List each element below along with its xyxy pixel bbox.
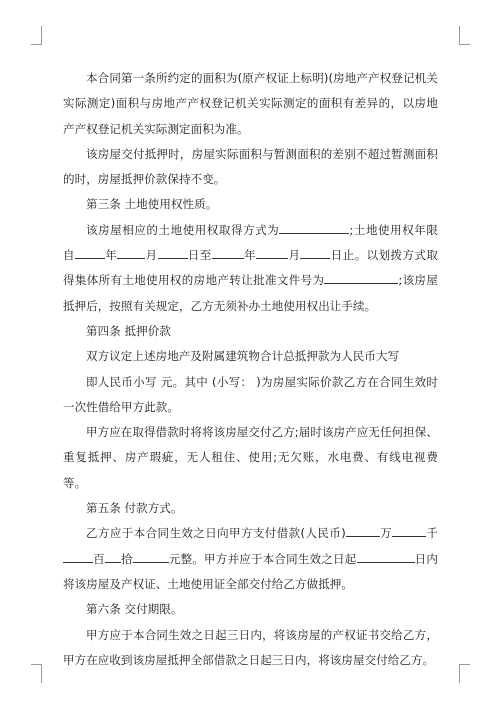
document-body	[63, 66, 438, 673]
text-segment: 元整。甲方并应于本合同生效之日起	[168, 551, 357, 566]
text-segment: 拾	[120, 551, 133, 566]
blank-line	[256, 246, 288, 259]
text-segment: ;土地使用权年限自	[63, 222, 438, 263]
paragraph-area-tolerance: 该房屋交付抵押时，房屋实际面积与暂测面积的差别不超过暂测面积的时，房屋抵押价款保持不变。	[63, 146, 438, 187]
paragraph-land-use-right	[63, 218, 438, 319]
blank-line	[279, 221, 349, 234]
paragraph-delivery-deadline: 甲方应于本合同生效之日起三日内，将该房屋的产权证书交给乙方，甲方在应收到该房屋抵押全部借款之日起三日内，将该房屋交付给乙方。	[63, 627, 438, 667]
text-segment: 该房屋相应的土地使用权取得方式为	[86, 222, 280, 237]
heading-article-4: 第四条 抵押价款	[86, 323, 171, 338]
text-segment: 日内将该房屋及产权证、土地使用证全部交付给乙方做抵押。	[63, 551, 438, 591]
blank-line	[133, 550, 169, 563]
crop-mark-bottom-left	[31, 664, 42, 683]
blank-line	[357, 550, 415, 563]
blank-line	[300, 246, 330, 259]
paragraph-area-difference: 本合同第一条所约定的面积为(原产权证上标明)(房地产产权登记机关实际测定)面积与房地产产权登记机关实际测定的面积有差异的，以房地产产权登记机关实际测定面积为准。	[63, 71, 438, 136]
blank-line	[324, 271, 398, 284]
crop-mark-top-left	[31, 26, 42, 45]
text-segment: 万	[379, 526, 393, 541]
text-segment: 月	[288, 248, 301, 263]
blank-line	[346, 524, 380, 537]
text-segment: 乙方应于本合同生效之日向甲方支付借款(人民币)	[86, 526, 346, 541]
heading-article-6: 第六条 交付期限。	[86, 602, 183, 617]
blank-line	[392, 524, 426, 537]
blank-line	[158, 246, 188, 259]
blank-line	[63, 550, 93, 563]
paragraph-total-amount: 双方议定上述房地产及附属建筑物合计总抵押款为人民币大写	[86, 349, 400, 364]
text-segment: 年	[104, 248, 118, 263]
text-segment: 月	[145, 248, 158, 263]
text-segment: 日至	[187, 248, 212, 263]
paragraph-amount-lowercase: 即人民币小写 元。其中 (小写： )为房屋实际价款乙方在合同生效时一次性借给甲方此款。	[63, 374, 438, 414]
text-segment: 日止。以划拨方式取得集体所有土地使用权的房地产转让批准文件号为	[63, 248, 438, 288]
blank-line	[105, 550, 121, 563]
paragraph-delivery-conditions: 甲方应在取得借款时将将该房屋交付乙方;届时该房产应无任何担保、重复抵押、房产瑕疵，无人租住、使用;无欠账，水电费、有线电视费等。	[63, 425, 438, 490]
text-segment: 百	[93, 551, 105, 566]
heading-article-3: 第三条 土地使用权性质。	[86, 197, 218, 212]
blank-line	[212, 246, 244, 259]
crop-mark-bottom-right	[459, 664, 470, 683]
text-segment: 年	[243, 248, 257, 263]
text-segment: 千	[426, 526, 438, 541]
heading-article-5: 第五条 付款方式。	[86, 501, 183, 516]
text-segment: ;该房屋抵押后，按照有关规定，乙方无须补办土地使用权出让手续。	[63, 273, 438, 313]
paragraph-payment-method	[63, 521, 438, 597]
crop-mark-top-right	[459, 26, 470, 45]
blank-line	[117, 246, 145, 259]
blank-line	[75, 246, 105, 259]
